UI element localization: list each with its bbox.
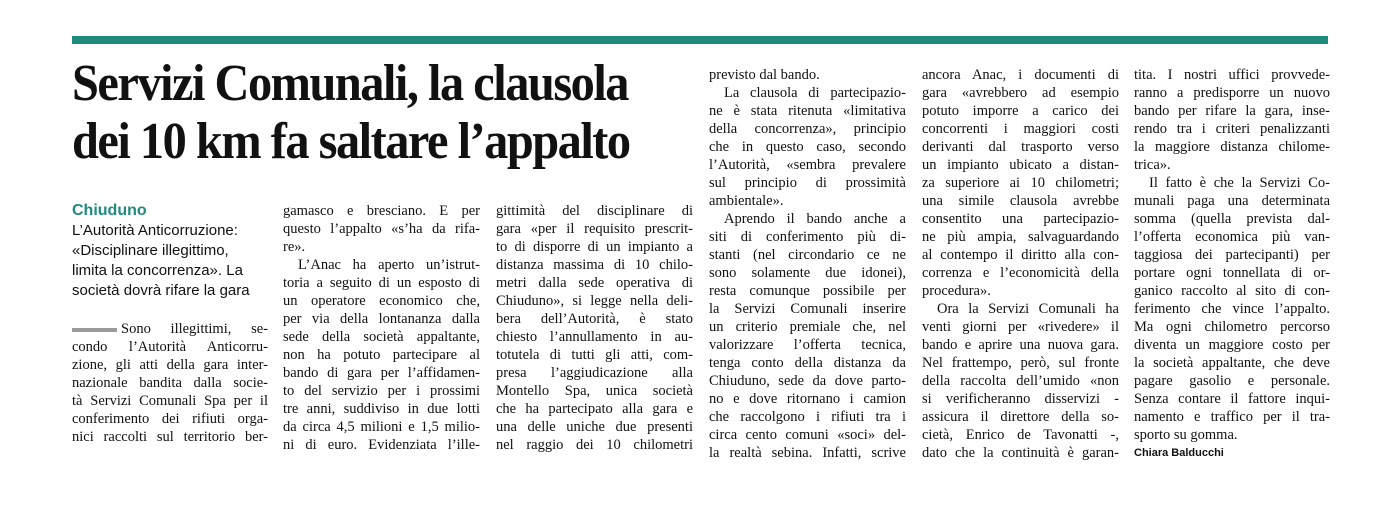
text-line: cietà, Enrico de Tavonatti -, — [922, 427, 1119, 443]
text-line: taggiosa dei partecipanti) per — [1134, 247, 1330, 263]
text-line: Ma ogni chilometro percorso — [1134, 319, 1330, 335]
text-line: ambientale». — [709, 193, 784, 209]
text-line: to di disporre di un impianto a — [496, 239, 693, 255]
text-line: Ora la Servizi Comunali ha — [937, 301, 1119, 317]
text-line: tre anni, suddiviso in due lotti — [283, 401, 480, 417]
text-line: Nel frattempo, però, sul fronte — [922, 355, 1119, 371]
text-line: sono solamente due idonei), — [709, 265, 906, 281]
text-line: potuto imporre a carico dei — [922, 103, 1119, 119]
text-line: namento e traffico per il tra- — [1134, 409, 1330, 425]
lead-bar-icon — [72, 328, 117, 332]
text-line: distanza massima di 10 chilo- — [496, 257, 693, 273]
text-line: per via della lontananza dalla — [283, 311, 480, 327]
text-line: un impianto ubicato a distan- — [922, 157, 1119, 173]
text-line: Sono illegittimi, se- — [72, 320, 268, 338]
author-byline: Chiara Balducchi — [1134, 447, 1224, 459]
article-summary — [72, 221, 272, 301]
text-line: un operatore economico che, — [283, 293, 480, 309]
text-line: una delle uniche due presenti — [496, 419, 693, 435]
text-line: correnza e l’economicità della — [922, 265, 1119, 281]
text-line: toria a seguito di un esposto di — [283, 275, 480, 291]
text-line: zione, gli atti della gara inter- — [72, 357, 268, 373]
text-line: non ha potuto partecipare al — [283, 347, 480, 363]
text-line: bera dell’Autorità, è stato — [496, 311, 693, 327]
text-line: della concorrenza», principio — [709, 121, 906, 137]
text-line: ni di euro. Evidenziata l’ille- — [283, 437, 480, 453]
text-line: nici raccolti sul territorio ber- — [72, 429, 268, 445]
text-line: che ha partecipato alla gara e — [496, 401, 693, 417]
text-line: la Servizi Comunali inserire — [709, 301, 906, 317]
text-line: al contempo il diritto alla con- — [922, 247, 1119, 263]
text-line: che in questo caso, secondo — [709, 139, 906, 155]
text-line: bando e aprire una nuova gara. — [922, 337, 1119, 353]
text-line: ne è stata ritenuta «limitativa — [709, 103, 906, 119]
headline-line: Servizi Comunali, la clausola — [72, 55, 628, 112]
text-line: assicura il direttore della so- — [922, 409, 1119, 425]
text-line: si verificheranno disservizi - — [922, 391, 1119, 407]
text-line: derivanti dal trasporto verso — [922, 139, 1119, 155]
text-line: da circa 4,5 milioni e 1,5 milio- — [283, 419, 480, 435]
text-line: bando di gara per l’affidamen- — [283, 365, 480, 381]
text-line: consentito una partecipazio- — [922, 211, 1119, 227]
summary-line: società dovrà rifare la gara — [72, 282, 250, 299]
article-column-4 — [709, 66, 906, 462]
text-line: Senza contare il fattore inqui- — [1134, 391, 1330, 407]
text-line: l’offerta economica più van- — [1134, 229, 1330, 245]
text-line: pagare gasolio e personale. — [1134, 373, 1330, 389]
text-line: la maggiore distanza chilome- — [1134, 139, 1330, 155]
text-line: stanti (nel circondario ce ne — [709, 247, 906, 263]
text-line: to del servizio per i prossimi — [283, 383, 480, 399]
text-line: che raccolgono i rifiuti tra i — [709, 409, 906, 425]
text-line: Il fatto è che la Servizi Co- — [1149, 175, 1330, 191]
text-line: tà Servizi Comunali Spa per il — [72, 393, 268, 409]
text-line: una simile clausola avrebbe — [922, 193, 1119, 209]
text-line: siti di conferimento più di- — [709, 229, 906, 245]
text-line: l’Autorità, «sembra prevalere — [709, 157, 906, 173]
summary-line: «Disciplinare illegittimo, — [72, 242, 229, 259]
section-top-rule — [72, 36, 1328, 44]
text-line: munali paga una determinata — [1134, 193, 1330, 209]
text-line: ne più ampia, salvaguardando — [922, 229, 1119, 245]
text-line: L’Anac ha aperto un’istrut- — [298, 257, 480, 273]
text-line: rendo tra i criteri penalizzanti — [1134, 121, 1330, 137]
text-line: questo l’appalto «s’ha da rifa- — [283, 221, 480, 237]
text-line: sede della società appaltante, — [283, 329, 480, 345]
text-line: trica». — [1134, 157, 1171, 173]
text-line: previsto dal bando. — [709, 67, 820, 83]
text-line: La clausola di partecipazio- — [724, 85, 906, 101]
article-column-5 — [922, 66, 1119, 462]
text-line: valorizzare l’offerta tecnica, — [709, 337, 906, 353]
text-line: tenga conto della distanza da — [709, 355, 906, 371]
text-line: re». — [283, 239, 306, 255]
headline-line: dei 10 km fa saltare l’appalto — [72, 113, 630, 170]
text-line: bando per rifare la gara, inse- — [1134, 103, 1330, 119]
summary-line: L’Autorità Anticorruzione: — [72, 222, 238, 239]
text-line: la realtà sebina. Infatti, scrive — [709, 445, 906, 461]
text-line: venti giorni per «rivedere» il — [922, 319, 1119, 335]
text-line: conferimento dei rifiuti orga- — [72, 411, 268, 427]
article-column-6 — [1134, 66, 1330, 462]
article-column-3 — [496, 202, 693, 454]
text-line: Montello Spa, unica società — [496, 383, 693, 399]
text-line: no e dove ritornano i camion — [709, 391, 906, 407]
text-line: Aprendo il bando anche a — [724, 211, 906, 227]
article-column-2 — [283, 202, 480, 454]
text-line: Chiuduno, sede da dove parto- — [709, 373, 906, 389]
text-line: nazionale bandita dalla socie- — [72, 375, 268, 391]
summary-line: limita la concorrenza». La — [72, 262, 243, 279]
text-line: nel raggio dei 10 chilometri — [496, 437, 693, 453]
text-line: circa cento comuni «soci» del- — [709, 427, 906, 443]
text-line: za superiore ai 10 chilometri; — [922, 175, 1119, 191]
text-line: condo l’Autorità Anticorru- — [72, 339, 268, 355]
article-column-1 — [72, 320, 268, 446]
text-line: dato che la continuità è garan- — [922, 445, 1119, 461]
text-line: resta comunque possibile per — [709, 283, 906, 299]
text-line: metri dalla sede operativa di — [496, 275, 693, 291]
text-line: gara «per il requisito prescrit- — [496, 221, 693, 237]
text-line: sporto su gomma. — [1134, 427, 1238, 443]
text-line: gamasco e bresciano. E per — [283, 203, 480, 219]
text-line: totutela di tutti gli atti, com- — [496, 347, 693, 363]
text-line: un criterio premiale che, nel — [709, 319, 906, 335]
article-headline — [72, 55, 656, 171]
text-line: diventa un maggiore costo per — [1134, 337, 1330, 353]
text-line: gara «avrebbero ad esempio — [922, 85, 1119, 101]
text-line: sul principio di prossimità — [709, 175, 906, 191]
text-line: ferimento che vince l’appalto. — [1134, 301, 1330, 317]
text-line: ancora Anac, i documenti di — [922, 67, 1119, 83]
text-line: presa l’aggiudicazione alla — [496, 365, 693, 381]
text-line: somma (quella prevista dal- — [1134, 211, 1330, 227]
text-line: concorrenti i maggiori costi — [922, 121, 1119, 137]
text-line: la società appaltante, che deve — [1134, 355, 1330, 371]
location-kicker: Chiuduno — [72, 202, 147, 219]
text-line: procedura». — [922, 283, 991, 299]
text-line: portare ogni tonnellata di or- — [1134, 265, 1330, 281]
text-line: della raccolta dell’umido «non — [922, 373, 1119, 389]
text-line: chiesto l’annullamento in au- — [496, 329, 693, 345]
text-line: gittimità del disciplinare di — [496, 203, 693, 219]
text-line: Chiuduno», si legge nella deli- — [496, 293, 693, 309]
text-line: ganico raccolto al sito di con- — [1134, 283, 1330, 299]
text-line: ranno a predisporre un nuovo — [1134, 85, 1330, 101]
text-line: tita. I nostri uffici provvede- — [1134, 67, 1330, 83]
